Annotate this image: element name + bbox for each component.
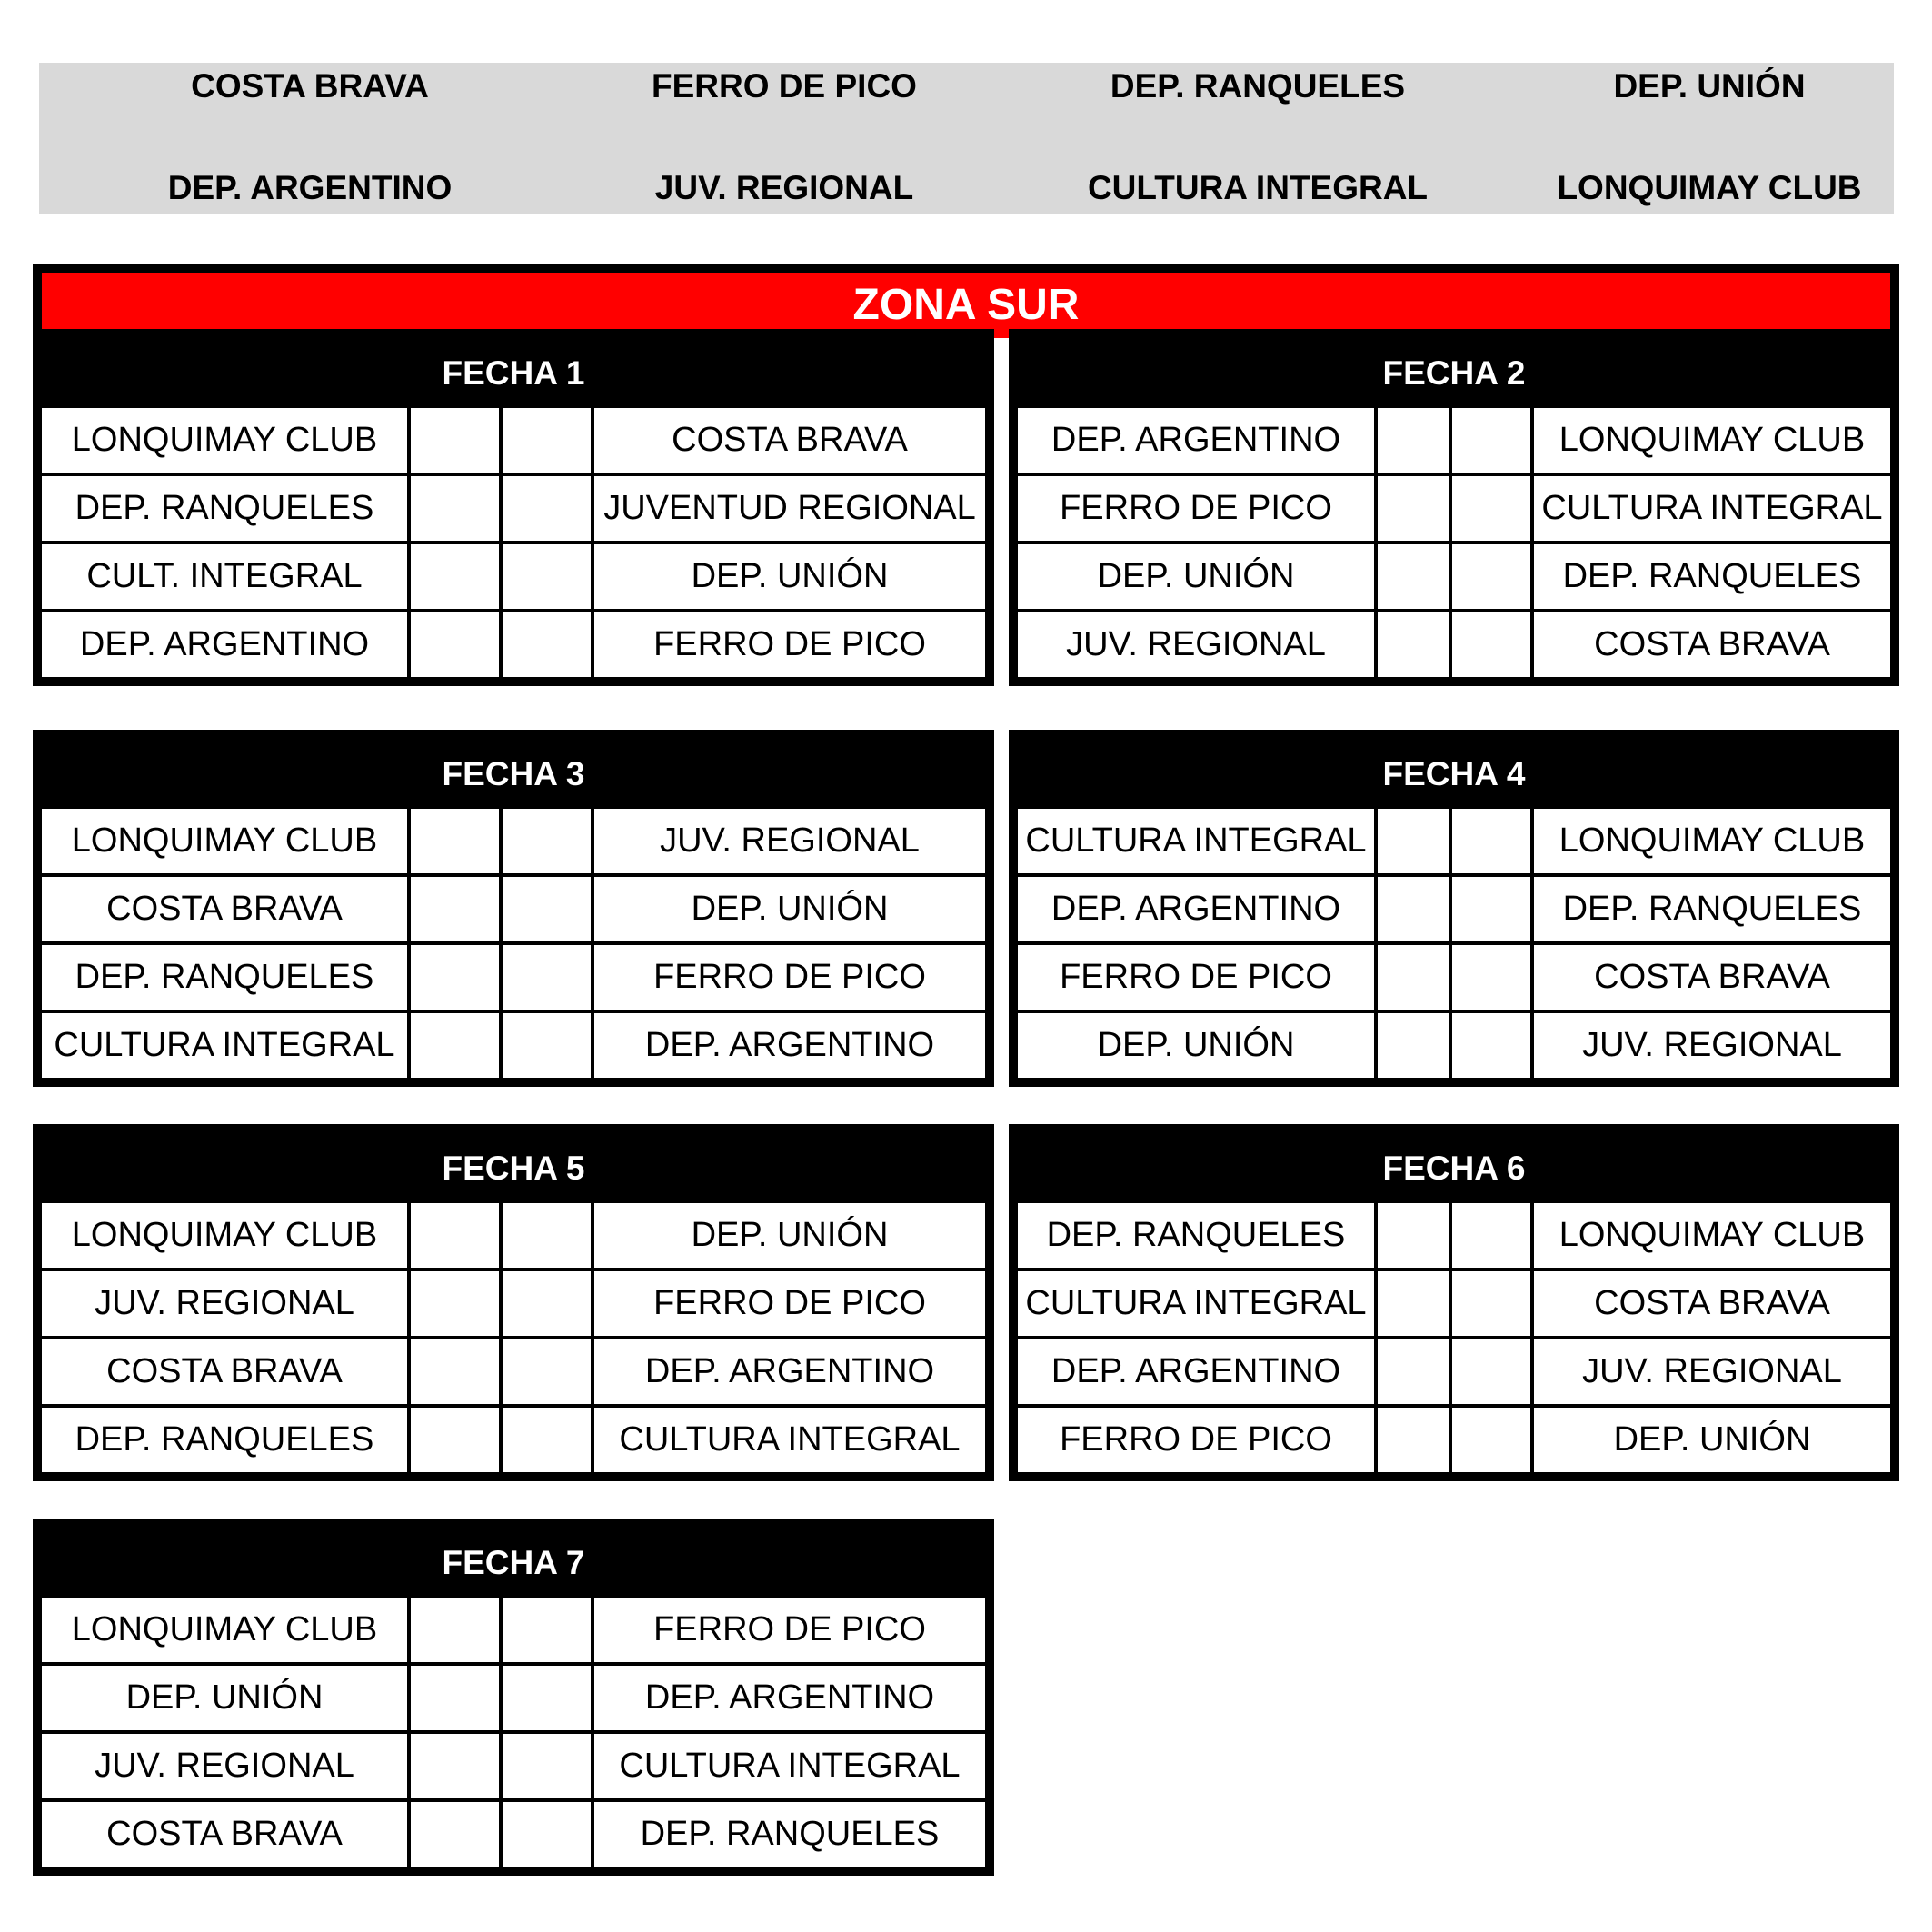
home-team: DEP. RANQUELES bbox=[42, 945, 407, 1010]
home-team: DEP. ARGENTINO bbox=[1018, 877, 1374, 941]
away-team: CULTURA INTEGRAL bbox=[594, 1734, 985, 1798]
away-score-cell[interactable] bbox=[1452, 408, 1530, 473]
away-team: DEP. UNIÓN bbox=[1534, 1408, 1890, 1472]
home-score-cell[interactable] bbox=[1378, 945, 1449, 1010]
away-team: LONQUIMAY CLUB bbox=[1534, 408, 1890, 473]
match-row bbox=[42, 1013, 985, 1078]
away-score-cell[interactable] bbox=[503, 1408, 591, 1472]
home-team: FERRO DE PICO bbox=[1018, 476, 1374, 541]
match-row bbox=[42, 945, 985, 1010]
home-score-cell[interactable] bbox=[411, 408, 499, 473]
away-score-cell[interactable] bbox=[1452, 612, 1530, 677]
fecha-title: FECHA 6 bbox=[1382, 1150, 1526, 1187]
match-row bbox=[42, 1734, 985, 1798]
match-row bbox=[1018, 612, 1890, 677]
match-row bbox=[42, 612, 985, 677]
away-team: DEP. ARGENTINO bbox=[594, 1339, 985, 1404]
home-score-cell[interactable] bbox=[1378, 1271, 1449, 1336]
home-score-cell[interactable] bbox=[411, 476, 499, 541]
fecha-title: FECHA 5 bbox=[442, 1150, 585, 1187]
match-row bbox=[42, 809, 985, 873]
away-team: DEP. RANQUELES bbox=[594, 1802, 985, 1867]
home-score-cell[interactable] bbox=[411, 1802, 499, 1867]
fecha-title: FECHA 7 bbox=[442, 1544, 585, 1581]
away-score-cell[interactable] bbox=[1452, 1408, 1530, 1472]
away-team: DEP. ARGENTINO bbox=[594, 1666, 985, 1730]
team-name: JUV. REGIONAL bbox=[654, 169, 914, 206]
away-team: LONQUIMAY CLUB bbox=[1534, 1203, 1890, 1268]
home-team: COSTA BRAVA bbox=[42, 1339, 407, 1404]
away-score-cell[interactable] bbox=[503, 476, 591, 541]
home-team: DEP. RANQUELES bbox=[42, 1408, 407, 1472]
away-score-cell[interactable] bbox=[1452, 476, 1530, 541]
match-row bbox=[1018, 1408, 1890, 1472]
team-name: LONQUIMAY CLUB bbox=[1557, 169, 1862, 206]
fecha-table-3 bbox=[33, 730, 994, 1087]
home-score-cell[interactable] bbox=[411, 1598, 499, 1662]
match-row bbox=[42, 1802, 985, 1867]
home-team: JUV. REGIONAL bbox=[42, 1271, 407, 1336]
fecha-table-6 bbox=[1009, 1124, 1899, 1481]
away-score-cell[interactable] bbox=[1452, 1013, 1530, 1078]
match-row bbox=[42, 1666, 985, 1730]
zone-title: ZONA SUR bbox=[852, 281, 1080, 329]
home-team: FERRO DE PICO bbox=[1018, 1408, 1374, 1472]
fecha-title: FECHA 4 bbox=[1382, 755, 1526, 792]
home-score-cell[interactable] bbox=[1378, 612, 1449, 677]
away-team: COSTA BRAVA bbox=[594, 408, 985, 473]
teams-list bbox=[39, 63, 1894, 214]
home-score-cell[interactable] bbox=[411, 1666, 499, 1730]
away-score-cell[interactable] bbox=[503, 877, 591, 941]
home-score-cell[interactable] bbox=[1378, 1203, 1449, 1268]
away-team: DEP. UNIÓN bbox=[594, 1203, 985, 1268]
away-score-cell[interactable] bbox=[503, 1734, 591, 1798]
match-row bbox=[42, 1271, 985, 1336]
fecha-table-2 bbox=[1009, 329, 1899, 686]
match-row bbox=[1018, 1203, 1890, 1268]
away-team: COSTA BRAVA bbox=[1534, 945, 1890, 1010]
home-score-cell[interactable] bbox=[411, 1408, 499, 1472]
team-name: DEP. RANQUELES bbox=[1110, 67, 1406, 105]
away-score-cell[interactable] bbox=[503, 1666, 591, 1730]
away-team: JUVENTUD REGIONAL bbox=[594, 476, 985, 541]
home-team: LONQUIMAY CLUB bbox=[42, 1598, 407, 1662]
match-row bbox=[1018, 809, 1890, 873]
away-score-cell[interactable] bbox=[503, 1203, 591, 1268]
home-team: LONQUIMAY CLUB bbox=[42, 408, 407, 473]
fecha-table-4 bbox=[1009, 730, 1899, 1087]
home-score-cell[interactable] bbox=[411, 612, 499, 677]
home-team: DEP. ARGENTINO bbox=[1018, 1339, 1374, 1404]
fecha-title: FECHA 2 bbox=[1382, 354, 1526, 392]
home-team: LONQUIMAY CLUB bbox=[42, 1203, 407, 1268]
home-team: COSTA BRAVA bbox=[42, 877, 407, 941]
home-team: DEP. UNIÓN bbox=[1018, 544, 1374, 609]
match-row bbox=[42, 1339, 985, 1404]
home-team: DEP. UNIÓN bbox=[1018, 1013, 1374, 1078]
team-name: DEP. UNIÓN bbox=[1613, 67, 1806, 105]
home-score-cell[interactable] bbox=[1378, 544, 1449, 609]
away-team: FERRO DE PICO bbox=[594, 1598, 985, 1662]
away-score-cell[interactable] bbox=[503, 1598, 591, 1662]
away-score-cell[interactable] bbox=[503, 544, 591, 609]
home-team: JUV. REGIONAL bbox=[1018, 612, 1374, 677]
home-team: DEP. RANQUELES bbox=[42, 476, 407, 541]
away-score-cell[interactable] bbox=[1452, 544, 1530, 609]
match-row bbox=[1018, 945, 1890, 1010]
fecha-table-1 bbox=[33, 329, 994, 686]
away-team: CULTURA INTEGRAL bbox=[594, 1408, 985, 1472]
match-row bbox=[1018, 1013, 1890, 1078]
home-team: JUV. REGIONAL bbox=[42, 1734, 407, 1798]
fecha-table-5 bbox=[33, 1124, 994, 1481]
match-row bbox=[42, 1598, 985, 1662]
match-row bbox=[42, 544, 985, 609]
match-row bbox=[1018, 544, 1890, 609]
home-team: DEP. ARGENTINO bbox=[42, 612, 407, 677]
away-team: FERRO DE PICO bbox=[594, 612, 985, 677]
home-score-cell[interactable] bbox=[1378, 1339, 1449, 1404]
fecha-title: FECHA 1 bbox=[442, 354, 585, 392]
match-row bbox=[1018, 1339, 1890, 1404]
fecha-table-7 bbox=[33, 1519, 994, 1876]
home-team: CULT. INTEGRAL bbox=[42, 544, 407, 609]
home-team: LONQUIMAY CLUB bbox=[42, 809, 407, 873]
home-score-cell[interactable] bbox=[411, 1734, 499, 1798]
match-row bbox=[42, 408, 985, 473]
home-score-cell[interactable] bbox=[411, 945, 499, 1010]
away-team: JUV. REGIONAL bbox=[1534, 1339, 1890, 1404]
team-name: COSTA BRAVA bbox=[191, 67, 429, 105]
match-row bbox=[1018, 476, 1890, 541]
away-score-cell[interactable] bbox=[503, 809, 591, 873]
home-team: DEP. UNIÓN bbox=[42, 1666, 407, 1730]
away-score-cell[interactable] bbox=[503, 1013, 591, 1078]
away-score-cell[interactable] bbox=[1452, 1203, 1530, 1268]
away-team: FERRO DE PICO bbox=[594, 945, 985, 1010]
away-score-cell[interactable] bbox=[503, 1339, 591, 1404]
match-row bbox=[42, 877, 985, 941]
away-score-cell[interactable] bbox=[1452, 1271, 1530, 1336]
match-row bbox=[42, 1408, 985, 1472]
away-score-cell[interactable] bbox=[503, 945, 591, 1010]
home-team: COSTA BRAVA bbox=[42, 1802, 407, 1867]
home-score-cell[interactable] bbox=[1378, 408, 1449, 473]
home-score-cell[interactable] bbox=[411, 544, 499, 609]
away-score-cell[interactable] bbox=[1452, 809, 1530, 873]
home-score-cell[interactable] bbox=[1378, 476, 1449, 541]
home-score-cell[interactable] bbox=[1378, 1013, 1449, 1078]
home-team: CULTURA INTEGRAL bbox=[1018, 1271, 1374, 1336]
away-team: DEP. RANQUELES bbox=[1534, 877, 1890, 941]
away-team: CULTURA INTEGRAL bbox=[1534, 476, 1890, 541]
home-score-cell[interactable] bbox=[411, 1339, 499, 1404]
away-score-cell[interactable] bbox=[1452, 945, 1530, 1010]
away-team: JUV. REGIONAL bbox=[1534, 1013, 1890, 1078]
away-score-cell[interactable] bbox=[1452, 877, 1530, 941]
away-team: DEP. UNIÓN bbox=[594, 877, 985, 941]
home-score-cell[interactable] bbox=[411, 1013, 499, 1078]
fecha-title: FECHA 3 bbox=[442, 755, 585, 792]
away-score-cell[interactable] bbox=[503, 612, 591, 677]
match-row bbox=[42, 1203, 985, 1268]
zone-banner bbox=[33, 264, 1899, 338]
home-score-cell[interactable] bbox=[1378, 809, 1449, 873]
home-score-cell[interactable] bbox=[411, 1271, 499, 1336]
home-score-cell[interactable] bbox=[411, 877, 499, 941]
home-team: CULTURA INTEGRAL bbox=[1018, 809, 1374, 873]
away-team: DEP. ARGENTINO bbox=[594, 1013, 985, 1078]
away-score-cell[interactable] bbox=[1452, 1339, 1530, 1404]
team-name: CULTURA INTEGRAL bbox=[1087, 169, 1429, 206]
home-score-cell[interactable] bbox=[411, 1203, 499, 1268]
away-team: COSTA BRAVA bbox=[1534, 612, 1890, 677]
home-team: CULTURA INTEGRAL bbox=[42, 1013, 407, 1078]
away-score-cell[interactable] bbox=[503, 408, 591, 473]
home-team: DEP. ARGENTINO bbox=[1018, 408, 1374, 473]
match-row bbox=[1018, 877, 1890, 941]
home-team: DEP. RANQUELES bbox=[1018, 1203, 1374, 1268]
match-row bbox=[42, 476, 985, 541]
team-name: FERRO DE PICO bbox=[652, 67, 917, 105]
away-score-cell[interactable] bbox=[503, 1271, 591, 1336]
away-team: DEP. UNIÓN bbox=[594, 544, 985, 609]
home-score-cell[interactable] bbox=[1378, 877, 1449, 941]
away-team: DEP. RANQUELES bbox=[1534, 544, 1890, 609]
away-team: JUV. REGIONAL bbox=[594, 809, 985, 873]
match-row bbox=[1018, 1271, 1890, 1336]
away-team: FERRO DE PICO bbox=[594, 1271, 985, 1336]
home-team: FERRO DE PICO bbox=[1018, 945, 1374, 1010]
home-score-cell[interactable] bbox=[1378, 1408, 1449, 1472]
away-score-cell[interactable] bbox=[503, 1802, 591, 1867]
team-name: DEP. ARGENTINO bbox=[167, 169, 453, 206]
match-row bbox=[1018, 408, 1890, 473]
away-team: COSTA BRAVA bbox=[1534, 1271, 1890, 1336]
away-team: LONQUIMAY CLUB bbox=[1534, 809, 1890, 873]
home-score-cell[interactable] bbox=[411, 809, 499, 873]
